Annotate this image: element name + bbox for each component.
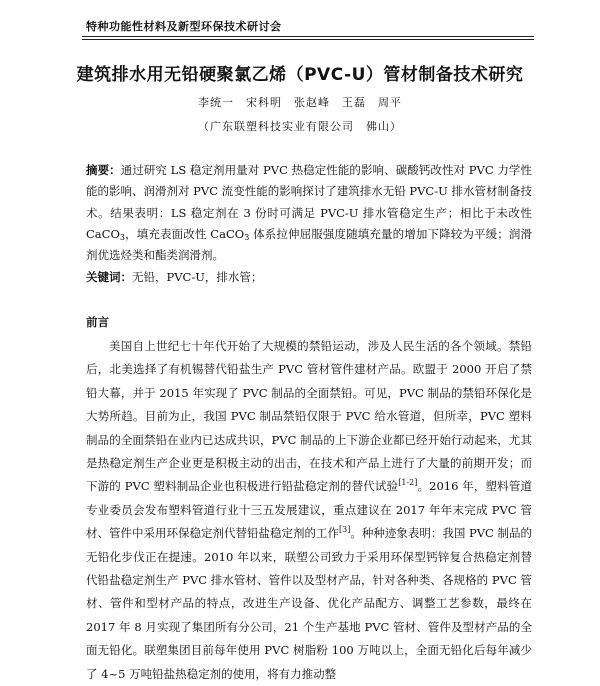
keywords xyxy=(86,267,532,288)
body-text-3: 。种种迹象表明：我国 PVC 制品的无铅化步伐正在提速。2010 年以来，联塑公司致力于采用环保型钙锌复合热稳定剂替代铅盐稳定剂生产 PVC 排水管材、管件以及型材产品，针对各种类、各规格的 PVC 管材、管件和型材产品的特点，改进生产设备、优化产品配方、调整工艺参数，最终在 2017 年 8 月实现了集团所有分公司，21 个生产基地 PVC 管材、管件及型材产品的全面无铅化。联塑集团目前每年使用 PVC 树脂粉 100 万吨以上，全面无铅化后每年减少了 4~5 万吨铅盐热稳定剂的使用，将有力推动整 xyxy=(86,526,532,681)
keywords-text: 无铅，PVC-U，排水管； xyxy=(132,270,263,284)
citation-ref-1: [1-2] xyxy=(398,478,418,488)
abstract-subscript-2: 3 xyxy=(244,232,250,242)
author-list: 李统一 宋科明 张赵峰 王磊 周平 xyxy=(198,96,402,109)
section-heading-intro: 前言 xyxy=(86,315,109,329)
header-rule xyxy=(82,36,534,40)
abstract-text-3: 体系拉伸屈服强度随填充量的增加下降较为平缓；润滑剂优选烃类和酯类润滑剂。 xyxy=(86,226,533,263)
paper-title: 建筑排水用无铅硬聚氯乙烯（PVC-U）管材制备技术研究 xyxy=(76,65,524,85)
keywords-label: 关键词： xyxy=(86,270,132,284)
abstract-text-1: 通过研究 LS 稳定剂用量对 PVC 热稳定性能的影响、碳酸钙改性对 PVC 力学性能的影响、润滑剂对 PVC 流变性能的影响探讨了建筑排水无铅 PVC-U 排水管材制备技术。结果表明：LS 稳定剂在 3 份时可满足 PVC-U 排水管稳定生产；相比于未改性 CaCO xyxy=(86,163,532,241)
abstract-subscript-1: 3 xyxy=(119,232,125,242)
abstract xyxy=(86,160,532,266)
body-text-2: 。2016 年，塑料管道专业委员会发布塑料管道行业十三五发展建议，重点建议在 2017 年年末完成 PVC 管材、管件中采用环保稳定剂代替铅盐稳定剂的工作 xyxy=(86,479,532,541)
abstract-text-2: ，填充表面改性 CaCO xyxy=(124,226,245,241)
abstract-label: 摘要： xyxy=(86,163,121,177)
citation-ref-2: [3] xyxy=(339,525,351,535)
affiliation: （广东联塑科技实业有限公司 佛山） xyxy=(198,120,402,133)
body-paragraph xyxy=(86,335,532,686)
body-text xyxy=(86,335,532,686)
running-header: 特种功能性材料及新型环保技术研讨会 xyxy=(86,20,282,33)
body-text-1: 美国自上世纪七十年代开始了大规模的禁铅运动，涉及人民生活的各个领域。禁铅后，北美选择了有机锡替代铅盐生产 PVC 管材管件建材产品。欧盟于 2000 开启了禁铅大幕，并于 2015 年实现了 PVC 制品的全面禁铅。可见，PVC 制品的禁铅环保化是大势所趋。目前为止，我国 PVC 制品禁铅仅限于 PVC 给水管道，但所幸，PVC 塑料制品的全面禁铅在业内已达成共识，PVC 制品的上下游企业都已经开始行动起来，尤其是热稳定剂生产企业更是积极主动的出击，在技术和产品上进行了大量的前期开发；而下游的 PVC 塑料制品企业也积极进行铅盐稳定剂的替代试验 xyxy=(86,339,532,494)
